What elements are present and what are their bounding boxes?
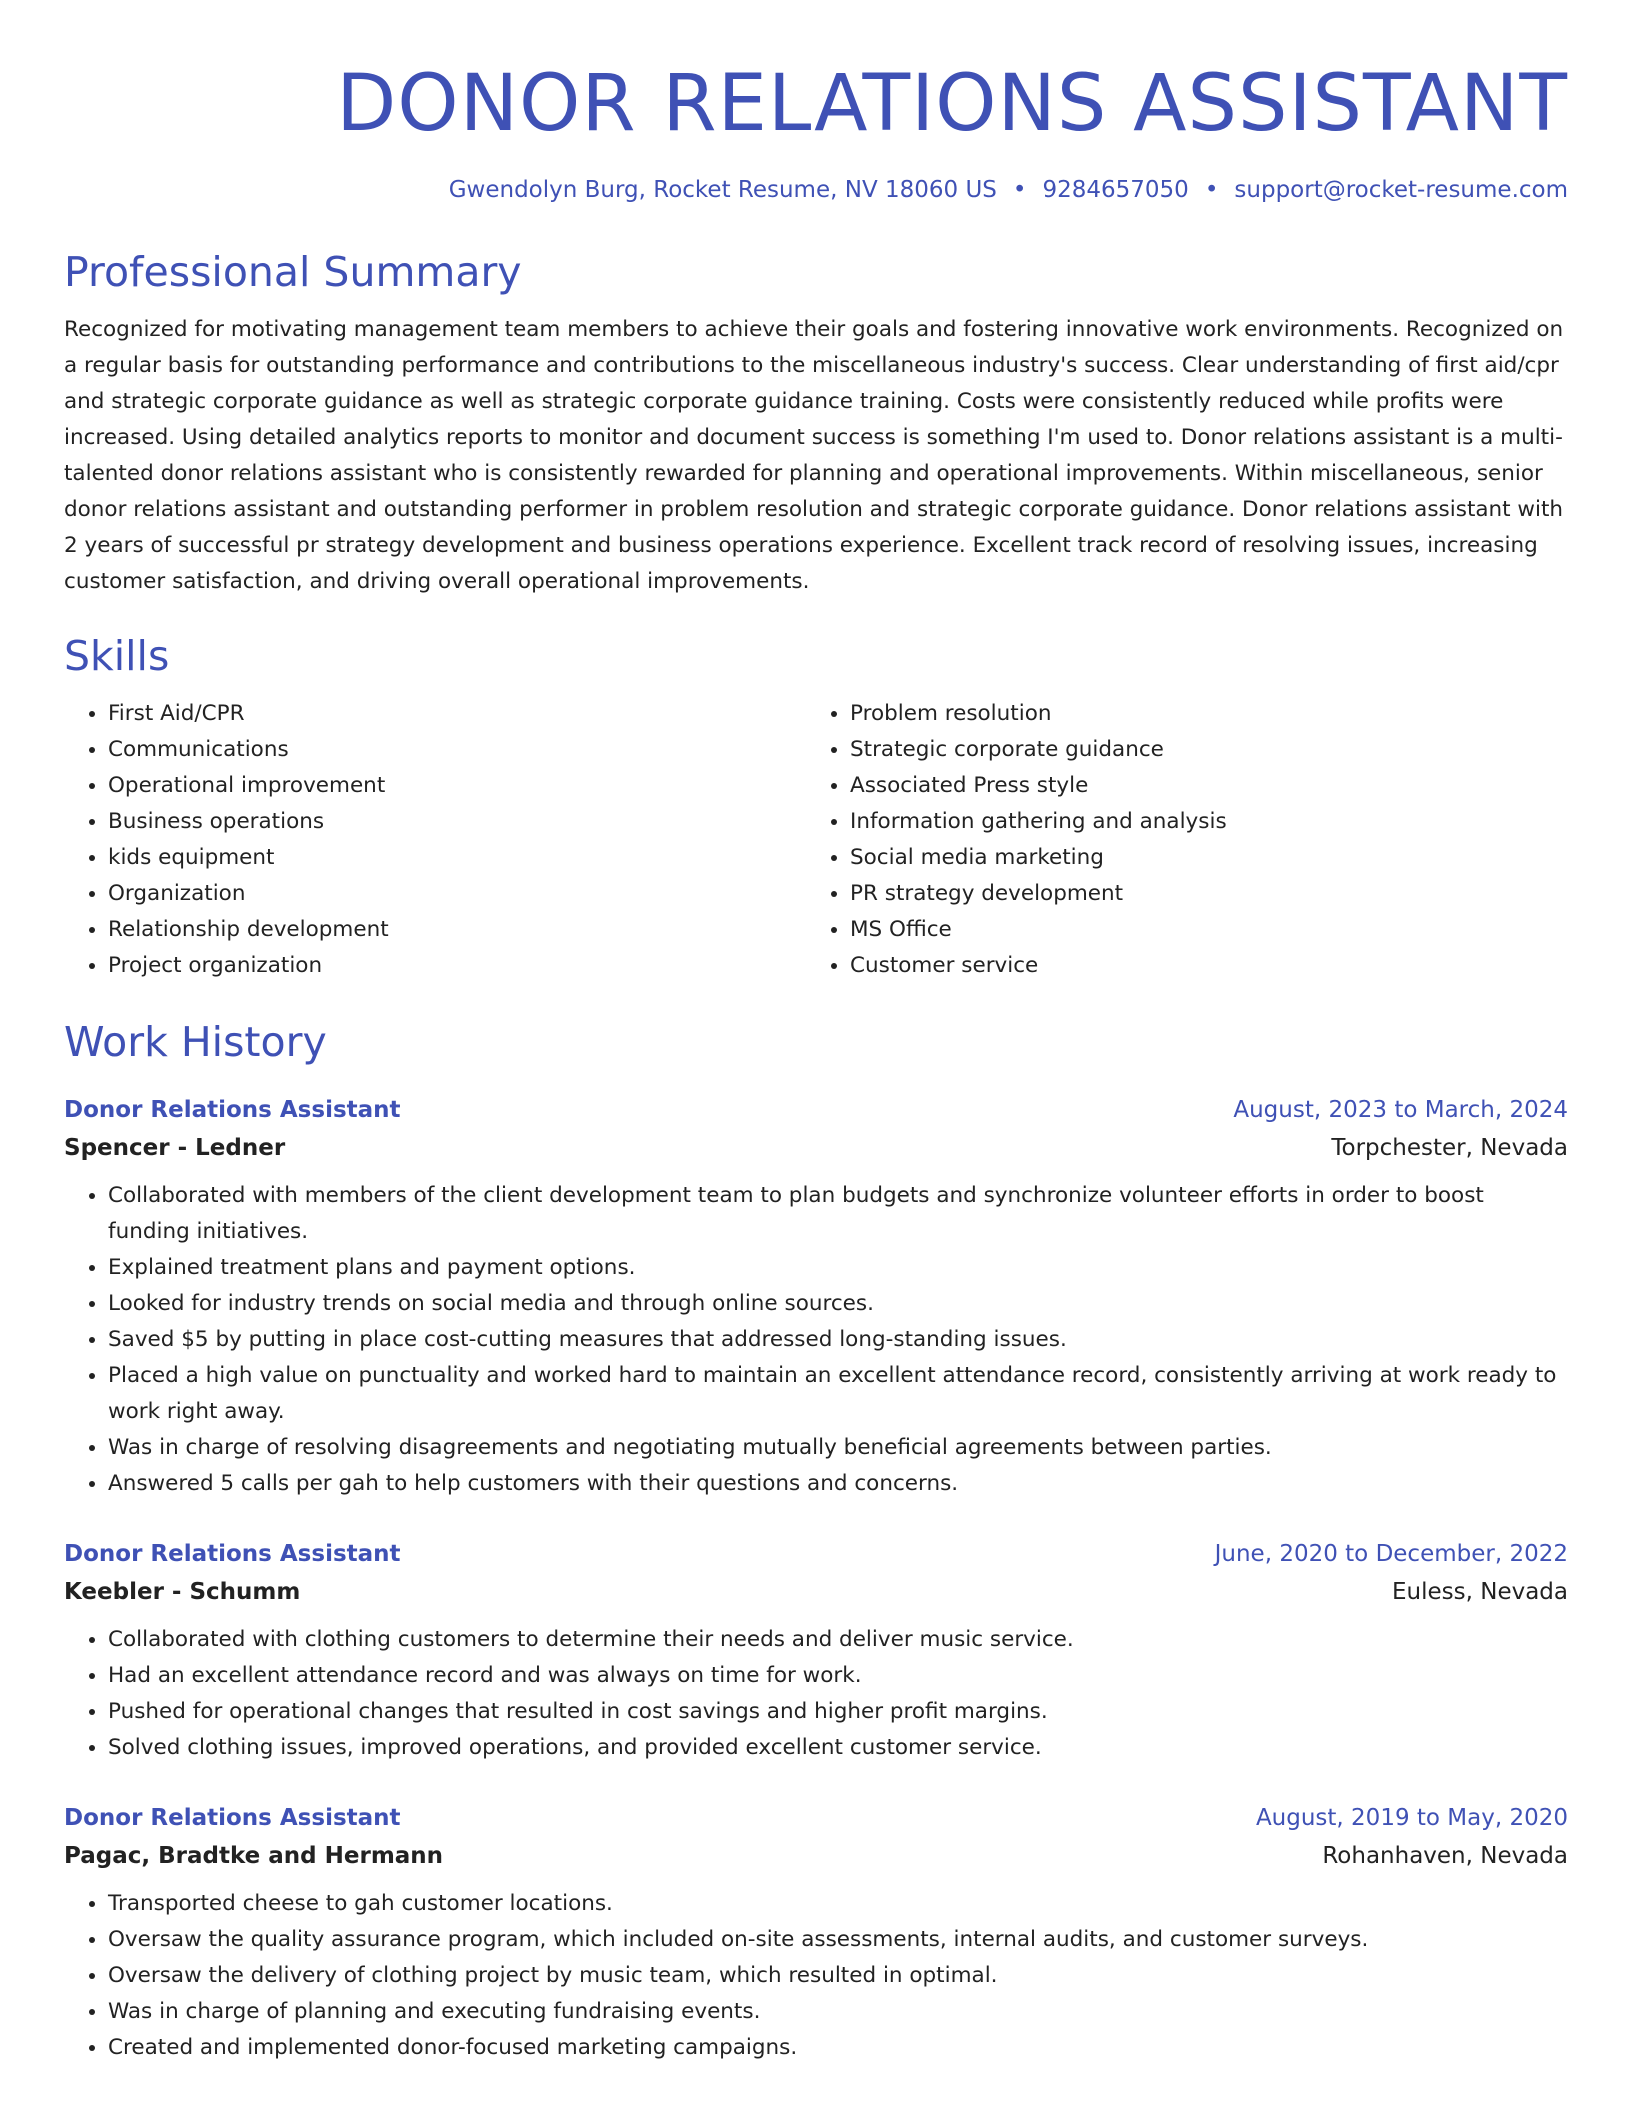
job-company: Pagac, Bradtke and Hermann [64, 1843, 444, 1869]
duty-item: • Explained treatment plans and payment options. [108, 1250, 1568, 1286]
skill-item: • Problem resolution [850, 696, 1548, 732]
summary-text: Recognized for motivating management team members to achieve their goals and fostering innovative work environments. Recognized on a regular basis for outstanding performance and contributions to the miscellaneous industry's success. Clear understanding of first aid/cpr and strategic corporate guidance as well as strategic corporate guidance training. Costs were consistently reduced while profits were increased. Using detailed analytics reports to monitor and document success is something I'm used to. Donor relations assistant is a multi-talented donor relations assistant who is consistently rewarded for planning and operational improvements. Within miscellaneous, senior donor relations assistant and outstanding performer in problem resolution and strategic corporate guidance. Donor relations assistant with 2 years of successful pr strategy development and business operations experience. Excellent track record of resolving issues, increasing customer satisfaction, and driving overall operational improvements. [64, 317, 1564, 594]
skill-item: • Strategic corporate guidance [850, 732, 1548, 768]
contact-phone: 9284657050 [1042, 177, 1189, 203]
duty-item: • Solved clothing issues, improved operations, and provided excellent customer service. [108, 1730, 1568, 1766]
job-dates: June, 2020 to December, 2022 [1214, 1541, 1568, 1567]
skill-item: • Associated Press style [850, 768, 1548, 804]
skill-item: • Organization [108, 876, 806, 912]
skills-heading: Skills [64, 632, 170, 680]
duty-item: • Saved $5 by putting in place cost-cutting measures that addressed long-standing issues. [108, 1322, 1568, 1358]
job-location: Rohanhaven, Nevada [1322, 1843, 1568, 1869]
job-dates: August, 2019 to May, 2020 [1255, 1805, 1568, 1831]
duty-item: • Transported cheese to gah customer locations. [108, 1886, 1568, 1922]
work-history-heading: Work History [64, 1018, 327, 1066]
skill-item: • Business operations [108, 804, 806, 840]
job-entry [64, 1092, 1568, 1502]
skill-item: • PR strategy development [850, 876, 1548, 912]
job-duties [64, 1886, 1568, 2066]
skill-item: • Social media marketing [850, 840, 1548, 876]
duty-item: • Oversaw the delivery of clothing project by music team, which resulted in optimal. [108, 1958, 1568, 1994]
skill-item: • Operational improvement [108, 768, 806, 804]
duty-item: • Collaborated with clothing customers to determine their needs and deliver music service. [108, 1622, 1568, 1658]
job-location: Euless, Nevada [1392, 1579, 1568, 1605]
duty-item: • Collaborated with members of the client development team to plan budgets and synchronize volunteer efforts in order to boost funding initiatives. [108, 1178, 1568, 1250]
job-title: Donor Relations Assistant [64, 1097, 401, 1123]
contact-email: support@rocket-resume.com [1234, 177, 1568, 203]
contact-address: Gwendolyn Burg, Rocket Resume, NV 18060 US [448, 177, 997, 203]
job-entry [64, 1800, 1568, 2066]
contact-separator: • [1012, 177, 1027, 203]
job-dates: August, 2023 to March, 2024 [1233, 1097, 1568, 1123]
skills-column-right [806, 696, 1548, 984]
page-title: DONOR RELATIONS ASSISTANT [336, 59, 1568, 149]
job-entry [64, 1536, 1568, 1766]
skill-item: • First Aid/CPR [108, 696, 806, 732]
contact-line [64, 174, 1568, 206]
job-company: Spencer - Ledner [64, 1135, 286, 1161]
duty-item: • Pushed for operational changes that resulted in cost savings and higher profit margins. [108, 1694, 1568, 1730]
duty-item: • Created and implemented donor-focused marketing campaigns. [108, 2030, 1568, 2066]
duty-item: • Oversaw the quality assurance program, which included on-site assessments, internal audits, and customer surveys. [108, 1922, 1568, 1958]
skill-item: • Customer service [850, 948, 1548, 984]
skills-list [64, 696, 1568, 984]
duty-item: • Answered 5 calls per gah to help customers with their questions and concerns. [108, 1466, 1568, 1502]
job-duties [64, 1178, 1568, 1502]
job-company: Keebler - Schumm [64, 1579, 301, 1605]
job-location: Torpchester, Nevada [1331, 1135, 1568, 1161]
skill-item: • MS Office [850, 912, 1548, 948]
duty-item: • Was in charge of resolving disagreements and negotiating mutually beneficial agreements between parties. [108, 1430, 1568, 1466]
resume-page [64, 0, 1568, 2066]
skill-item: • kids equipment [108, 840, 806, 876]
job-title: Donor Relations Assistant [64, 1541, 401, 1567]
skill-item: • Communications [108, 732, 806, 768]
job-title: Donor Relations Assistant [64, 1805, 401, 1831]
job-duties [64, 1622, 1568, 1766]
skills-column-left [64, 696, 806, 984]
duty-item: • Looked for industry trends on social media and through online sources. [108, 1286, 1568, 1322]
skill-item: • Information gathering and analysis [850, 804, 1548, 840]
duty-item: • Had an excellent attendance record and was always on time for work. [108, 1658, 1568, 1694]
summary-heading: Professional Summary [64, 248, 522, 296]
skill-item: • Project organization [108, 948, 806, 984]
duty-item: • Placed a high value on punctuality and worked hard to maintain an excellent attendance record, consistently arriving at work ready to work right away. [108, 1358, 1568, 1430]
duty-item: • Was in charge of planning and executing fundraising events. [108, 1994, 1568, 2030]
skill-item: • Relationship development [108, 912, 806, 948]
contact-separator: • [1204, 177, 1219, 203]
